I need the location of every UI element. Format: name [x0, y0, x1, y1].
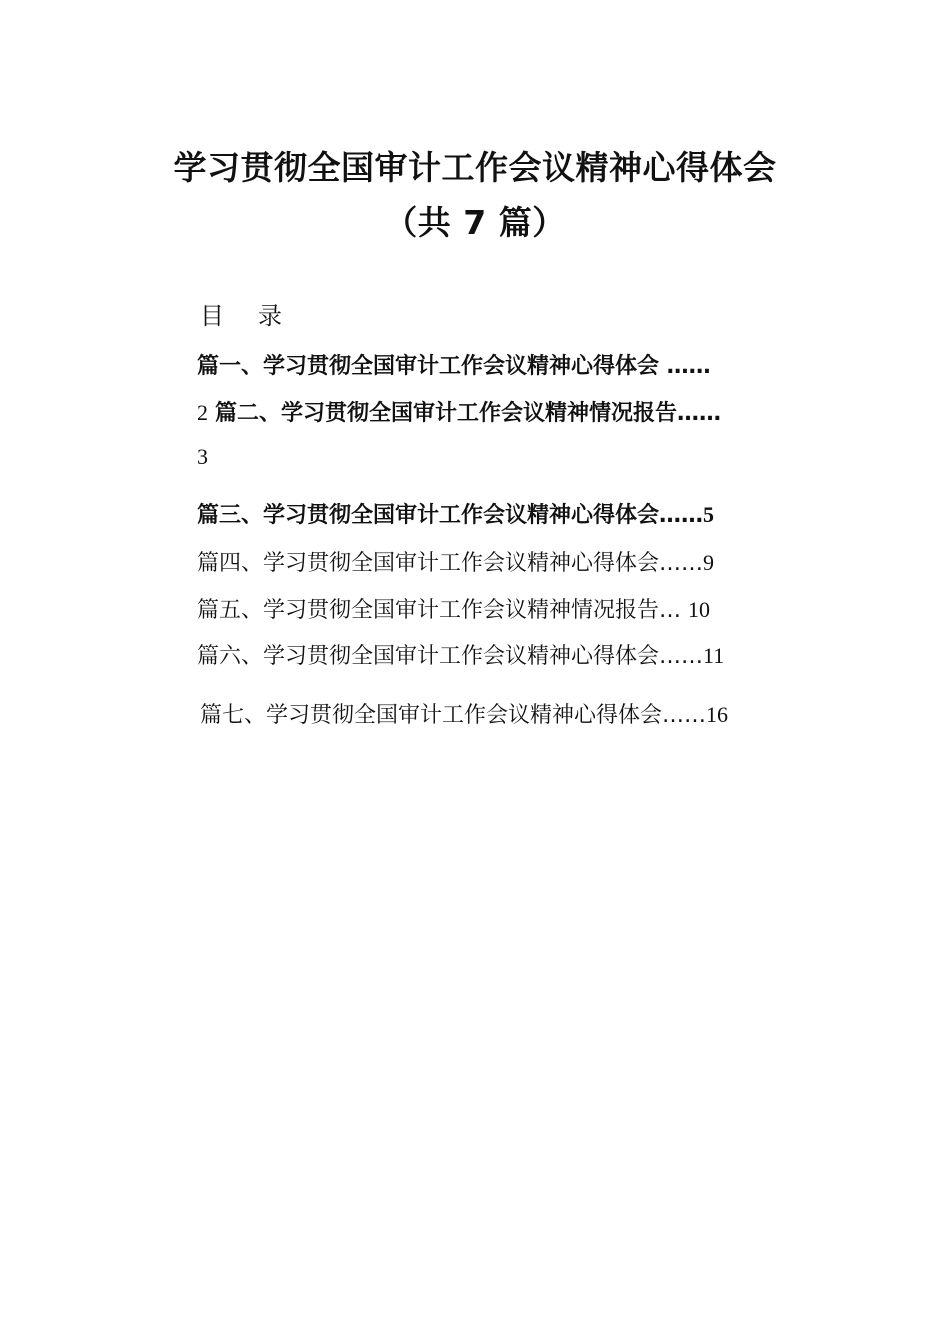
toc-entry-3-text: 篇三、学习贯彻全国审计工作会议精神心得体会…… [197, 503, 704, 528]
toc-entry-1-text: 篇一、学习贯彻全国审计工作会议精神心得体会 …… [197, 354, 711, 379]
toc-heading [200, 300, 282, 332]
toc-entry-5[interactable] [197, 595, 807, 626]
toc-entry-2-text: 篇二、学习贯彻全国审计工作会议精神情况报告…… [215, 401, 722, 426]
toc-entry-6[interactable] [197, 641, 807, 672]
toc-entry-2-page: 3 [197, 444, 208, 469]
toc-entry-6-text: 篇六、学习贯彻全国审计工作会议精神心得体会…… [197, 644, 704, 669]
toc-entry-1-page: 2 [197, 400, 208, 425]
toc-entry-1[interactable] [197, 352, 807, 382]
document-title: 学习贯彻全国审计工作会议精神心得体会 [173, 148, 777, 187]
toc-entry-3[interactable] [197, 500, 807, 531]
document-subtitle: （共 7 篇） [384, 203, 566, 242]
toc-entry-7-page: 16 [706, 702, 729, 727]
toc-entry-2-page-line [197, 442, 807, 473]
toc-entry-5-page: 10 [688, 597, 710, 622]
toc-entry-7-text: 篇七、学习贯彻全国审计工作会议精神心得体会…… [200, 703, 707, 728]
toc-entry-5-text: 篇五、学习贯彻全国审计工作会议精神情况报告… [197, 598, 688, 623]
toc-entry-4[interactable] [197, 548, 807, 579]
toc-entry-4-page: 9 [703, 550, 715, 575]
toc-entry-3-page: 5 [703, 502, 715, 527]
toc-heading-right: 录 [258, 302, 282, 330]
toc-entry-7[interactable] [200, 700, 810, 731]
toc-entry-2[interactable] [197, 398, 807, 429]
toc-heading-left: 目 [200, 302, 224, 330]
toc-entry-6-page: 11 [703, 643, 725, 668]
toc-entry-4-text: 篇四、学习贯彻全国审计工作会议精神心得体会…… [197, 551, 704, 576]
